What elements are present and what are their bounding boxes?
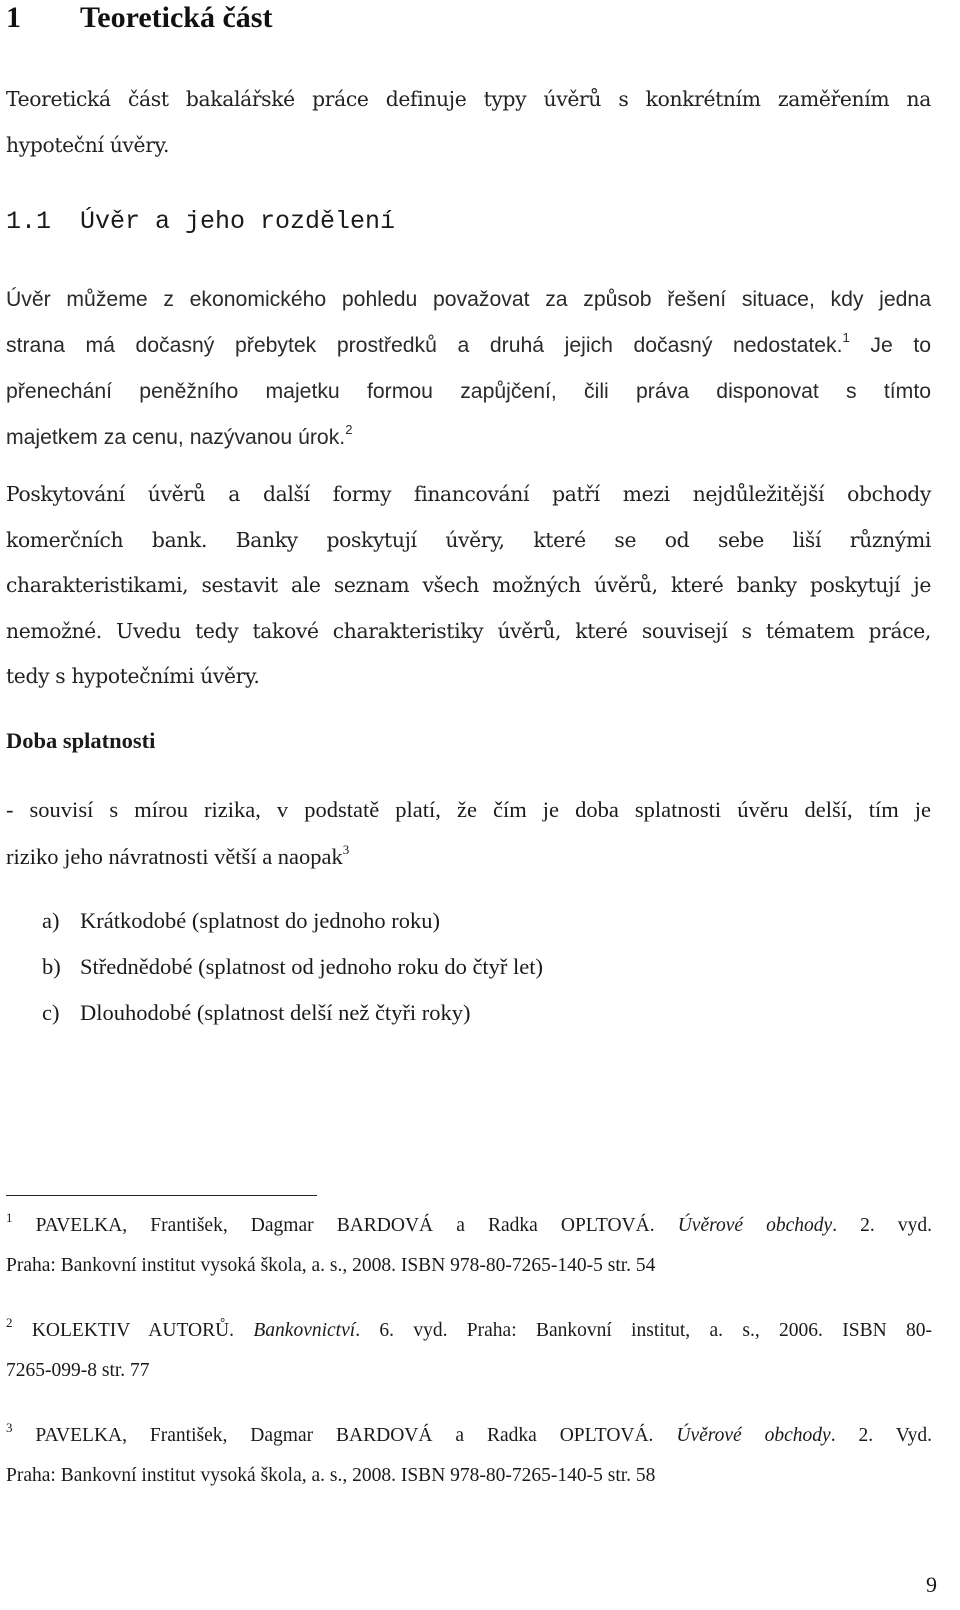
chapter-title: Teoretická část <box>80 1 273 34</box>
footnote-text: . 6. vyd. Praha: Bankovní institut, a. s., 2006. ISBN 80- <box>355 1320 932 1341</box>
paragraph-line: přenechání peněžního majetku formou zapůjčení, čili práva disponovat s tímto <box>6 380 931 403</box>
list-item-text: Krátkodobé (splatnost do jednoho roku) <box>80 908 440 933</box>
footnote-title: Úvěrové obchody <box>677 1215 833 1236</box>
footnote <box>6 1206 932 1286</box>
section-number: 1.1 <box>6 207 52 236</box>
section-heading <box>6 204 395 240</box>
footnote-ref-3: 3 <box>342 841 350 857</box>
chapter-number: 1 <box>6 1 21 34</box>
section-title: Úvěr a jeho rozdělení <box>80 207 396 236</box>
list-item-text: Střednědobé (splatnost od jednoho roku do čtyř let) <box>80 954 544 979</box>
intro-line: hypoteční úvěry. <box>6 133 170 157</box>
footnote-line <box>6 1311 932 1351</box>
intro-line: Teoretická část bakalářské práce definuje typy úvěrů s konkrétním zaměřením na <box>6 87 931 111</box>
footnote-line <box>6 1206 932 1246</box>
footnote-line <box>6 1416 932 1456</box>
list-item <box>42 898 543 944</box>
footnote <box>6 1311 932 1391</box>
paragraph-line: nemožné. Uvedu tedy takové charakteristiky úvěrů, které souvisejí s tématem práce, <box>6 618 931 643</box>
list-marker: b) <box>42 954 61 979</box>
intro-paragraph <box>6 76 931 168</box>
paragraph-line: Úvěr můžeme z ekonomického pohledu považovat za způsob řešení situace, kdy jedna <box>6 288 931 311</box>
footnote-separator <box>6 1195 317 1196</box>
page-number: 9 <box>926 1572 937 1597</box>
footnote-text: . 2. Vyd. <box>830 1425 932 1446</box>
footnote-title: Bankovnictví <box>253 1320 356 1341</box>
list-item <box>42 944 543 990</box>
footnote-line: Praha: Bankovní institut vysoká škola, a. s., 2008. ISBN 978-80-7265-140-5 str. 58 <box>6 1465 656 1486</box>
footnote-text: . 2. vyd. <box>832 1215 932 1236</box>
footnote-text: KOLEKTIV AUTORŮ. <box>12 1320 254 1341</box>
list-marker: a) <box>42 908 60 933</box>
footnote-title: Úvěrové obchody <box>676 1425 831 1446</box>
paragraph-text: majetkem za cenu, nazývanou úrok. <box>6 426 346 449</box>
paragraph-text: strana má dočasný přebytek prostředků a druhá jejich dočasný nedostatek. <box>6 334 843 357</box>
maturity-paragraph <box>6 786 931 880</box>
list-marker: c) <box>42 1000 60 1025</box>
footnote-line: Praha: Bankovní institut vysoká škola, a. s., 2008. ISBN 978-80-7265-140-5 str. 54 <box>6 1255 656 1276</box>
maturity-list <box>42 898 543 1036</box>
paragraph-text: Je to <box>849 334 931 357</box>
paragraph-line <box>6 323 931 369</box>
subsection-title: Doba splatnosti <box>6 728 156 753</box>
footnote-number: 2 <box>6 1314 13 1330</box>
paragraph-line: Poskytování úvěrů a další formy financování patří mezi nejdůležitější obchody <box>6 482 931 506</box>
footnote-ref-2: 2 <box>345 421 353 437</box>
footnote-text: PAVELKA, František, Dagmar BARDOVÁ a Radka OPLTOVÁ. <box>12 1425 677 1446</box>
footnote-number: 3 <box>6 1419 13 1435</box>
paragraph-line <box>6 833 931 880</box>
paragraph-text: riziko jeho návratnosti větší a naopak <box>6 844 343 869</box>
credit-definition-paragraph <box>6 277 931 461</box>
footnote <box>6 1416 932 1496</box>
paragraph-line: tedy s hypotečními úvěry. <box>6 664 260 688</box>
chapter-heading <box>6 0 272 36</box>
footnote-number: 1 <box>6 1209 13 1225</box>
paragraph-line: - souvisí s mírou rizika, v podstatě platí, že čím je doba splatnosti úvěru delší, tím je <box>6 797 931 822</box>
bank-credit-paragraph <box>6 472 931 700</box>
footnote-text: PAVELKA, František, Dagmar BARDOVÁ a Radka OPLTOVÁ. <box>12 1215 678 1236</box>
list-item-text: Dlouhodobé (splatnost delší než čtyři roky) <box>80 1000 471 1025</box>
paragraph-line: charakteristikami, sestavit ale seznam všech možných úvěrů, které banky poskytují je <box>6 573 931 597</box>
footnote-line: 7265-099-8 str. 77 <box>6 1360 150 1381</box>
paragraph-line <box>6 415 931 461</box>
footnote-ref-1: 1 <box>842 329 850 345</box>
list-item <box>42 990 543 1036</box>
paragraph-line: komerčních bank. Banky poskytují úvěry, které se od sebe liší různými <box>6 527 931 552</box>
